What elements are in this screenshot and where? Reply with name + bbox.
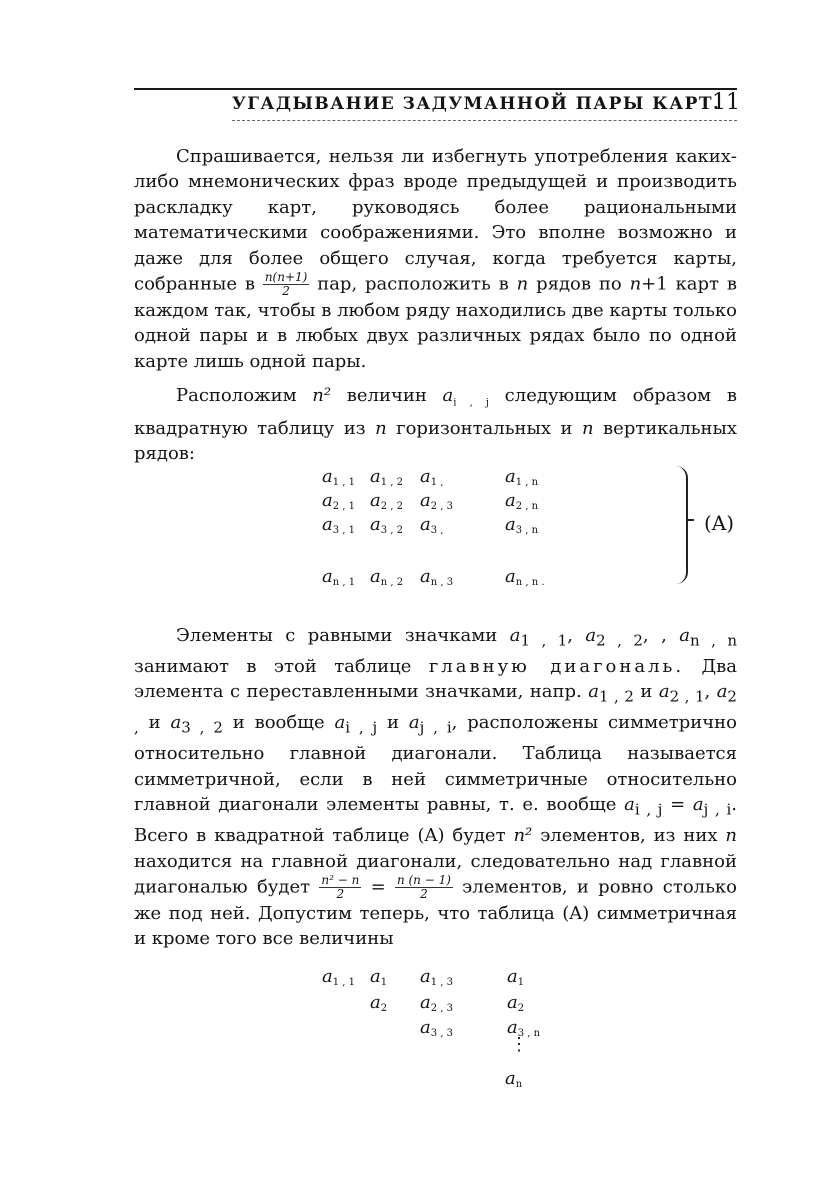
matrix-a-cell-index: 2 , 1	[332, 501, 355, 512]
matrix-b-cell-base: a	[370, 992, 381, 1013]
matrix-a-cell-base: a	[505, 566, 516, 587]
matrix-a-cell-index: 2 , 2	[380, 501, 403, 512]
matrix-b-cell-base: a	[420, 1017, 431, 1038]
matrix-a-cell-index: 2 , 3	[430, 501, 453, 512]
right-brace	[676, 466, 688, 584]
matrix-a-cell-base: a	[420, 514, 431, 535]
matrix-b-cell-index: 2	[517, 1003, 525, 1014]
matrix-a-cell-base: a	[322, 490, 333, 511]
right-brace-tip	[686, 519, 694, 521]
matrix-a-cell-index: n , n .	[515, 577, 545, 588]
matrix-b-cell-base: a	[507, 992, 518, 1013]
fraction-n-n-minus-1: $\frac{n (n - 1)}{2}$	[396, 873, 451, 902]
matrix-a-cell-index: 1 ,	[430, 477, 444, 488]
matrix-a-cell	[505, 466, 538, 488]
matrix-a-cell-base: a	[322, 566, 333, 587]
matrix-a-cell	[420, 466, 443, 488]
matrix-a-cell-base: a	[420, 466, 431, 487]
matrix-a-cell-index: 2 , n	[515, 501, 539, 512]
header-rule-bottom	[232, 120, 737, 121]
page-number: 11	[712, 90, 740, 115]
matrix-a-cell-base: a	[505, 490, 516, 511]
matrix-a-cell	[322, 466, 355, 488]
matrix-b-cell	[322, 966, 355, 988]
matrix-a-cell-base: a	[505, 514, 516, 535]
running-head: УГАДЫВАНИЕ ЗАДУМАННОЙ ПАРЫ КАРТ.	[232, 94, 721, 114]
matrix-a-cell	[420, 566, 453, 588]
matrix-b-cell-index: 3 , n	[517, 1028, 541, 1039]
matrix-a-cell	[505, 514, 538, 536]
matrix-a-cell-base: a	[370, 566, 381, 587]
main-diagonal-term: главную диагональ.	[428, 656, 685, 677]
matrix-b-cell	[370, 966, 387, 988]
matrix-b-cell-base: a	[507, 966, 518, 987]
matrix-a-cell	[370, 566, 403, 588]
matrix-a-cell-index: 1 , 1	[332, 477, 355, 488]
matrix-b-cell	[507, 966, 524, 988]
matrix-b-cell	[370, 992, 387, 1014]
matrix-b-cell-index: 3 , 3	[430, 1028, 453, 1039]
matrix-b-cell-base: a	[370, 966, 381, 987]
paragraph-1: Спрашивается, нельзя ли избегнуть употребления каких-либо мнемонических фраз вроде предыдущей и производить раскладку карт, руководясь более рациональными математическими соображениями. Это вполне возможно и даже для более общего случая, когда требуется карты, собранные в $\frac{n(n+1)}{2}$ пар, расположить в n рядов по n+1 карт в каждом так, чтобы в любом ряду находились две карты только одной пары и в любых двух различных рядах было по одной карте лишь одной пары.	[134, 146, 737, 372]
vertical-ellipsis: ⋮	[510, 1034, 528, 1055]
matrix-a-cell-index: 3 , 2	[380, 525, 403, 536]
matrix-a-cell-base: a	[322, 514, 333, 535]
matrix-a-cell-index: n , 3	[430, 577, 454, 588]
fraction-n2-minus-n: $\frac{\text{n² − n}}{2}$	[321, 873, 360, 902]
matrix-label: (A)	[704, 511, 735, 535]
matrix-a-cell-base: a	[370, 514, 381, 535]
matrix-a-cell-base: a	[420, 490, 431, 511]
matrix-b-cell-index: 2 , 3	[430, 1003, 453, 1014]
matrix-b-cell	[420, 966, 453, 988]
matrix-a-cell-index: 1 , n	[515, 477, 539, 488]
matrix-b-cell	[420, 992, 453, 1014]
matrix-b-cell	[507, 992, 524, 1014]
matrix-a-cell-index: n , 2	[380, 577, 404, 588]
matrix-a-cell-base: a	[370, 466, 381, 487]
matrix-a-cell-index: 3 , 1	[332, 525, 355, 536]
header-rule-top	[134, 88, 737, 90]
matrix-a-cell-base: a	[420, 566, 431, 587]
fraction-pairs: $\frac{n(n+1)}{2}$	[264, 270, 308, 299]
matrix-a-cell-index: 3 ,	[430, 525, 444, 536]
matrix-a-cell	[505, 490, 538, 512]
matrix-a-cell	[505, 566, 545, 588]
matrix-b-cell-base: a	[420, 966, 431, 987]
matrix-b-cell-index: n	[515, 1079, 523, 1090]
matrix-b-cell-index: 1 , 1	[332, 977, 355, 988]
matrix-b-cell-base: a	[505, 1068, 516, 1089]
matrix-a-cell	[370, 490, 403, 512]
matrix-a-cell	[322, 566, 355, 588]
matrix-a-cell	[370, 514, 403, 536]
matrix-a-cell	[420, 490, 453, 512]
matrix-b-cell-index: 2	[380, 1003, 388, 1014]
matrix-a-cell	[370, 466, 403, 488]
matrix-a-cell	[420, 514, 443, 536]
matrix-b-cell-index: 1 , 3	[430, 977, 453, 988]
matrix-a-cell-index: 3 , n	[515, 525, 539, 536]
matrix-b-cell-base: a	[507, 1017, 518, 1038]
matrix-a-cell-index: 1 , 2	[380, 477, 403, 488]
matrix-b-cell	[420, 1017, 453, 1039]
matrix-b-cell-base: a	[322, 966, 333, 987]
matrix-b-cell	[505, 1068, 522, 1090]
matrix-a-cell-base: a	[370, 490, 381, 511]
matrix-b-cell-base: a	[420, 992, 431, 1013]
matrix-a-cell-base: a	[322, 466, 333, 487]
paragraph-3: Элементы с равными значками $a_{1 , 1}$, $a_{2 , 2}$, , $a_{n , n}$ занимают в этой таблице главную диагональ. Два элемента с переставленными значками, напр. $a_{1 , 2}$ и $a_{2 , 1}$, $a_{2 ,}$ и $a_{3 , 2}$ и вообще $a_{i , j}$ и $a_{j , i}$, расположены симметрично относительно главной диагонали. Таблица называется симметричной, если в ней симметричные относительно главной диагонали элементы равны, т. е. вообще $a_{i , j} = a_{j , i}$. Всего в квадратной таблице (A) будет n² элементов, из них n находится на главной диагонали, следовательно над главной диагональю будет $\frac{\text{n² − n}}{2}$ = $\frac{n (n - 1)}{2}$ элементов, и ровно столько же под ней. Допустим теперь, что таблица (A) симметричная и кроме того все величины	[134, 625, 737, 950]
matrix-b-cell-index: 1	[517, 977, 525, 988]
matrix-a-cell-index: n , 1	[332, 577, 356, 588]
matrix-a-cell-base: a	[505, 466, 516, 487]
matrix-a-cell	[322, 490, 355, 512]
paragraph-2: Расположим n² величин $a_{i , j}$ следующим образом в квадратную таблицу из n горизонтальных и n вертикальных рядов:	[134, 385, 738, 465]
matrix-b-cell-index: 1	[380, 977, 388, 988]
matrix-a-cell	[322, 514, 355, 536]
